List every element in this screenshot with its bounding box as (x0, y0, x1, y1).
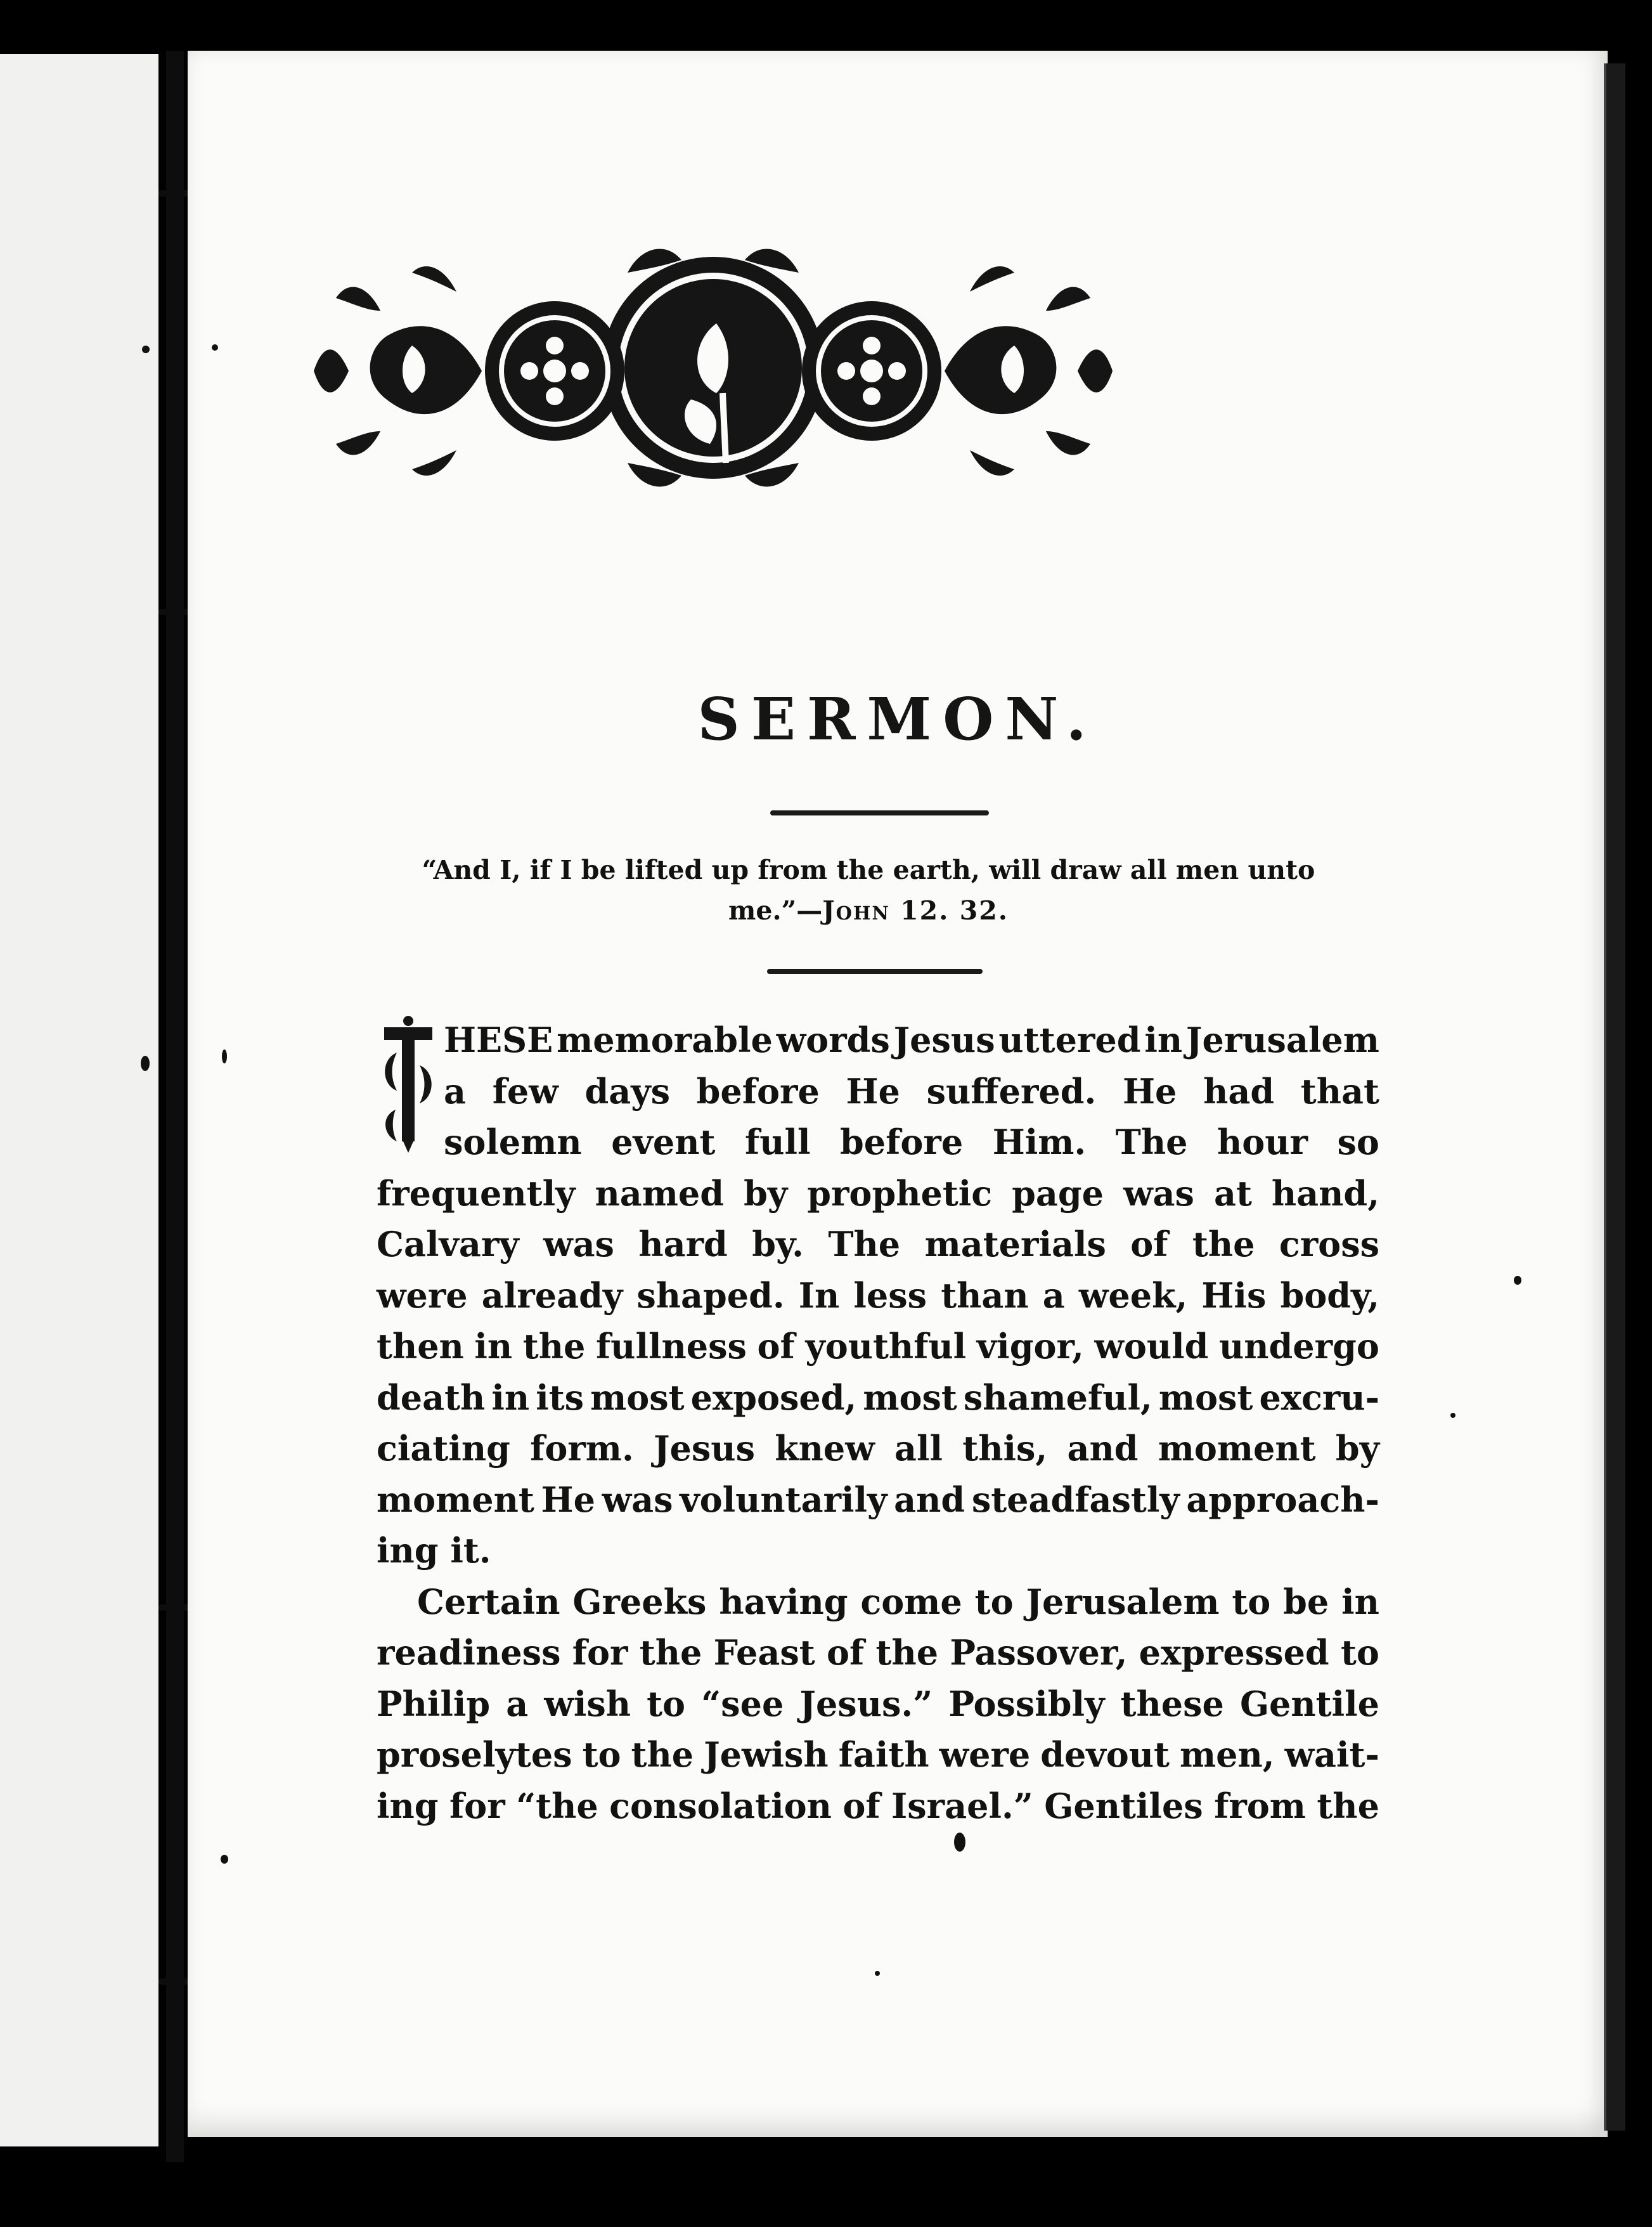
epigraph-line: “And I, if I be lifted up from the earth, will draw all men unto (422, 855, 1315, 885)
scan-speck (1514, 1276, 1521, 1285)
text-line: solemn event full before Him. The hour so (444, 1122, 1379, 1162)
scan-speck (212, 344, 218, 351)
text-line: ing it. (377, 1530, 491, 1571)
page-title: SERMON. (697, 685, 1098, 753)
facing-page-edge (0, 54, 158, 2146)
scan-speck (221, 1855, 228, 1864)
title-rule (770, 810, 989, 815)
text-line: moment He was voluntarily and steadfastly approach- (377, 1479, 1379, 1520)
text-line: Philip a wish to “see Jesus.” Possibly these Gentile (377, 1683, 1379, 1724)
sermon-body (377, 1015, 1379, 1831)
book-binding (166, 51, 184, 2162)
text-line: readiness for the Feast of the Passover, expressed to (377, 1632, 1379, 1673)
scan-speck (875, 1971, 880, 1976)
epigraph-line (355, 890, 1382, 931)
ornament-headpiece-icon (311, 235, 1116, 501)
scan-speck (142, 346, 150, 353)
scan-speck (954, 1833, 965, 1852)
text-line: ing for “the consolation of Israel.” Gentiles from the (377, 1785, 1379, 1826)
scripture-epigraph (355, 850, 1382, 931)
page-right-edge (1604, 63, 1625, 2131)
text-line: Certain Greeks having come to Jerusalem to be in (417, 1581, 1379, 1622)
epigraph-text: me.”— (728, 895, 823, 926)
text-line: frequently named by prophetic page was at hand, (377, 1172, 1379, 1214)
scan-speck (222, 1049, 227, 1063)
text-line: then in the fullness of youthful vigor, would undergo (377, 1326, 1379, 1367)
text-line: were already shaped. In less than a week, His body, (377, 1275, 1379, 1316)
text-line: death in its most exposed, most shameful, most excru- (377, 1377, 1379, 1418)
text-line: a few days before He suffered. He had that (444, 1070, 1379, 1112)
text-line: Calvary was hard by. The materials of the cross (377, 1224, 1379, 1264)
text-line: HESE memorable words Jesus uttered in Jerusalem (444, 1020, 1379, 1060)
scripture-reference: John 12. 32. (822, 895, 1009, 926)
scan-speck (1450, 1413, 1455, 1418)
epigraph-rule (767, 969, 983, 974)
text-line: ciating form. Jesus knew all this, and moment by (377, 1428, 1379, 1469)
text-line: proselytes to the Jewish faith were devout men, wait- (377, 1734, 1379, 1775)
scan-speck (141, 1056, 150, 1071)
